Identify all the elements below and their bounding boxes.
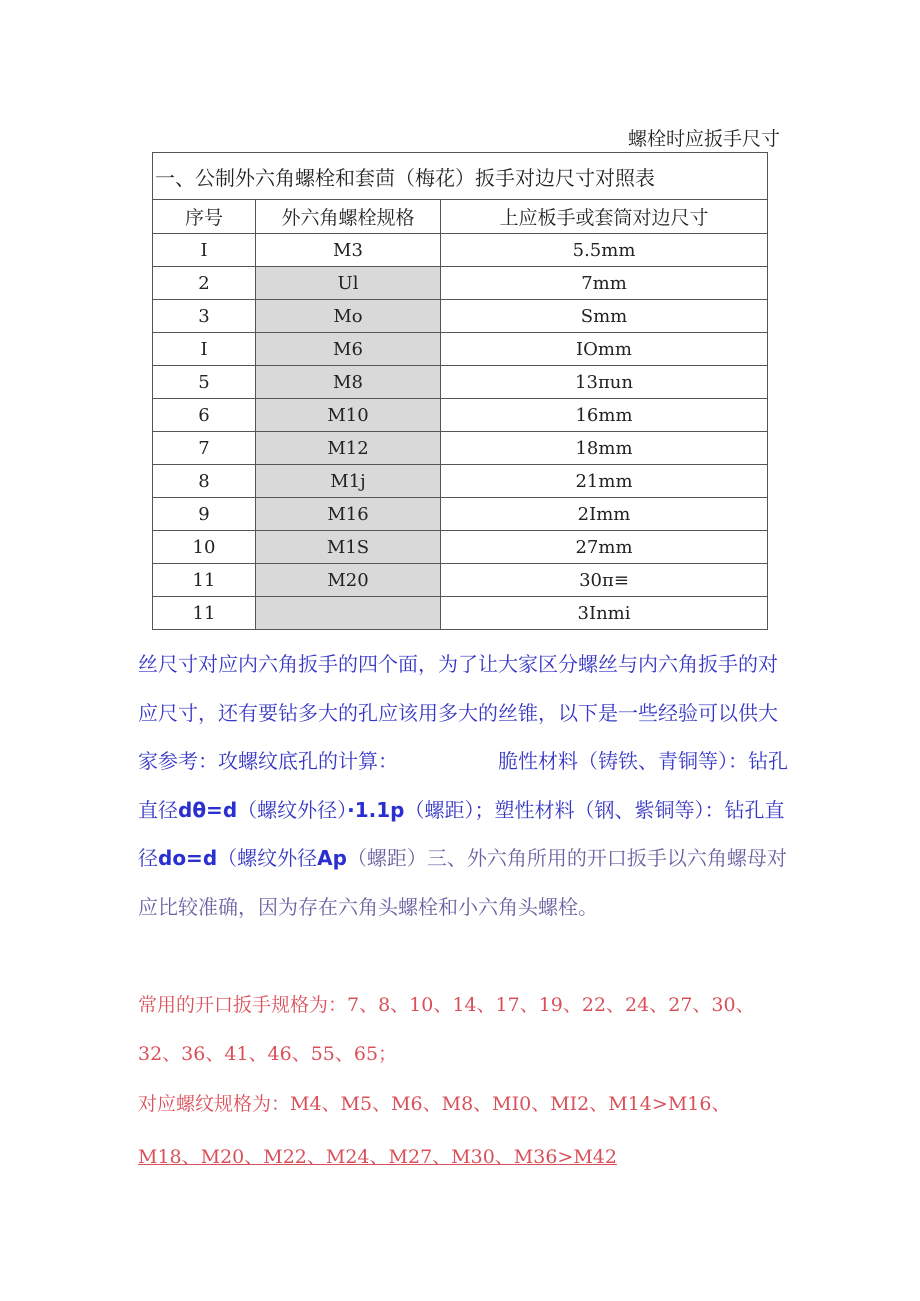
- cell-wrench-size: 3Inmi: [441, 597, 768, 630]
- cell-index: 7: [153, 432, 256, 465]
- cell-wrench-size: 16mm: [441, 399, 768, 432]
- cell-wrench-size: 13πun: [441, 366, 768, 399]
- table-row: [153, 399, 768, 432]
- table-row: [153, 333, 768, 366]
- cell-bolt-spec: M6: [256, 333, 441, 366]
- table-row: [153, 300, 768, 333]
- page-title: 螺栓时应扳手尺寸: [627, 128, 780, 150]
- paragraph-thread-specs: 对应螺纹规格为：M4、M5、M6、M8、MI0、MI2、M14>M16、: [138, 1093, 731, 1115]
- cell-bolt-spec: M16: [256, 498, 441, 531]
- table-row: [153, 234, 768, 267]
- paragraph-text: 丝尺寸对应内六角扳手的四个面，为了让大家区分螺丝与内六角扳手的对应尺寸，还有要钻多大的孔应该用多大的丝锥，以下是一些经验可以供大家参考：攻螺纹底孔的计算：: [138, 652, 778, 773]
- cell-wrench-size: 2Imm: [441, 498, 768, 531]
- cell-bolt-spec: M1S: [256, 531, 441, 564]
- cell-bolt-spec: M3: [256, 234, 441, 267]
- table-row: [153, 432, 768, 465]
- cell-wrench-size: 27mm: [441, 531, 768, 564]
- cell-bolt-spec: Mo: [256, 300, 441, 333]
- cell-index: 8: [153, 465, 256, 498]
- cell-index: 10: [153, 531, 256, 564]
- formula-text: do=d: [158, 846, 218, 870]
- cell-bolt-spec: M8: [256, 366, 441, 399]
- table-header-row: [153, 200, 768, 234]
- cell-bolt-spec: M20: [256, 564, 441, 597]
- cell-wrench-size: 30π≡: [441, 564, 768, 597]
- column-header-wrench-size: 上应板手或套筒对边尺寸: [441, 200, 768, 234]
- cell-index: 6: [153, 399, 256, 432]
- cell-index: I: [153, 333, 256, 366]
- table-row: [153, 564, 768, 597]
- cell-index: 11: [153, 564, 256, 597]
- formula-text: ·1.1p: [347, 797, 405, 822]
- cell-index: 3: [153, 300, 256, 333]
- paragraph-text: （螺纹外径: [217, 846, 318, 870]
- table-row: [153, 531, 768, 564]
- paragraph-text: （螺距）；塑性材料（钢、紫铜等）：钻孔直径: [138, 797, 785, 870]
- table-row: [153, 465, 768, 498]
- column-header-bolt-spec: 外六角螺栓规格: [256, 200, 441, 234]
- cell-bolt-spec: M10: [256, 399, 441, 432]
- table-row: [153, 597, 768, 630]
- cell-index: 9: [153, 498, 256, 531]
- formula-text: Ap: [317, 846, 347, 870]
- cell-index: I: [153, 234, 256, 267]
- table-caption: 一、公制外六角螺栓和套茴（梅花）扳手对边尺寸对照表: [153, 153, 768, 200]
- paragraph-open-wrench-sizes: 常用的开口扳手规格为：7、8、10、14、17、19、22、24、27、30、32、36、41、46、55、65；: [138, 994, 755, 1065]
- table-row: [153, 267, 768, 300]
- paragraph-thread-specs-continued: [138, 1133, 788, 1182]
- cell-wrench-size: 7mm: [441, 267, 768, 300]
- table-row: [153, 498, 768, 531]
- paragraph-text: （螺距）三、: [346, 846, 467, 870]
- cell-bolt-spec: M12: [256, 432, 441, 465]
- wrench-size-table: [152, 152, 768, 630]
- table-row: [153, 366, 768, 399]
- cell-index: 5: [153, 366, 256, 399]
- cell-wrench-size: 18mm: [441, 432, 768, 465]
- cell-wrench-size: 21mm: [441, 465, 768, 498]
- column-header-index: 序号: [153, 200, 256, 234]
- cell-bolt-spec: Ul: [256, 267, 441, 300]
- cell-bolt-spec: [256, 597, 441, 630]
- cell-bolt-spec: M1j: [256, 465, 441, 498]
- cell-index: 11: [153, 597, 256, 630]
- cell-index: 2: [153, 267, 256, 300]
- paragraph-text: 外六角所用的开口扳手以六角螺母对应比较准确，因为存在六角头螺栓和小六角头螺栓。: [138, 846, 787, 919]
- cell-wrench-size: 5.5mm: [441, 234, 768, 267]
- paragraph-thread-guide: [138, 640, 788, 931]
- cell-wrench-size: IOmm: [441, 333, 768, 366]
- paragraph-text: （螺纹外径）: [237, 797, 348, 822]
- formula-text: dθ=d: [178, 797, 238, 822]
- cell-wrench-size: Smm: [441, 300, 768, 333]
- underlined-text: M18、M20、M22、M24、M27、M30、M36>M42: [138, 1146, 617, 1168]
- table-caption-row: [153, 153, 768, 200]
- paragraph-text: 脆性材料（铸铁、青铜等）：钻孔直径: [138, 749, 788, 822]
